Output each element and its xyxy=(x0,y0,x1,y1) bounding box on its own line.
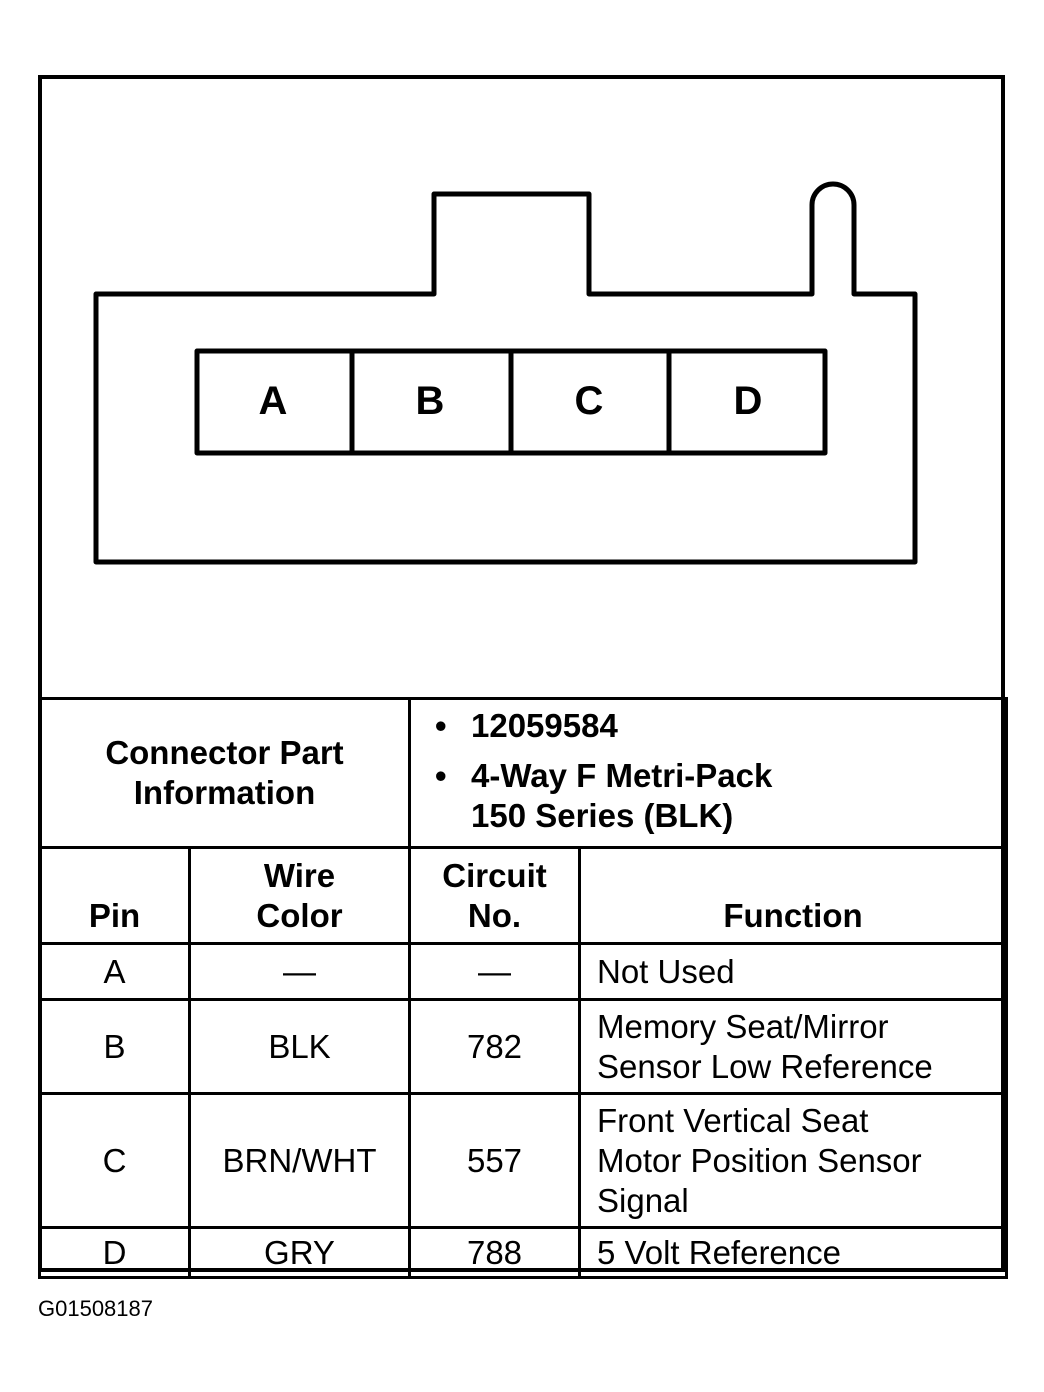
function-line: Front Vertical Seat xyxy=(597,1102,869,1139)
header-wire-color-line: Color xyxy=(256,897,343,934)
part-info-details xyxy=(410,699,1007,848)
circuit-cell: 557 xyxy=(410,1094,580,1228)
pin-cell: D xyxy=(40,1228,190,1278)
header-function-label: Function xyxy=(723,897,863,934)
part-number: 12059584 xyxy=(471,707,618,744)
figure-id: G01508187 xyxy=(38,1296,153,1321)
cavity-label-b: B xyxy=(415,379,445,423)
function-cell xyxy=(580,1094,1007,1228)
function-line: Memory Seat/Mirror xyxy=(597,1008,889,1045)
header-wire-color-line: Wire xyxy=(263,857,336,894)
header-circuit xyxy=(410,848,580,944)
column-header-row xyxy=(40,848,1007,944)
header-pin-label: Pin xyxy=(88,897,141,934)
function-cell xyxy=(580,1000,1007,1094)
cavity-label-d: D xyxy=(733,379,763,423)
cavity-label-c: C xyxy=(574,379,604,423)
part-info-label-line: Connector Part xyxy=(105,734,344,771)
connector-info-table xyxy=(38,697,1008,1279)
header-pin xyxy=(40,848,190,944)
connector-body xyxy=(96,184,915,562)
wire-color-cell: GRY xyxy=(190,1228,410,1278)
function-cell xyxy=(580,944,1007,1000)
circuit-cell: — xyxy=(410,944,580,1000)
function-line: 5 Volt Reference xyxy=(597,1233,841,1271)
function-line: Sensor Low Reference xyxy=(597,1048,933,1085)
table-row xyxy=(40,944,1007,1000)
part-number-item xyxy=(435,706,1005,746)
circuit-cell: 788 xyxy=(410,1228,580,1278)
table-row xyxy=(40,1228,1007,1278)
cavity-label-a: A xyxy=(258,379,288,423)
part-info-label xyxy=(40,699,410,848)
part-info-row xyxy=(40,699,1007,848)
wire-color-cell: — xyxy=(190,944,410,1000)
circuit-cell: 782 xyxy=(410,1000,580,1094)
table-row xyxy=(40,1000,1007,1094)
wire-color-cell: BRN/WHT xyxy=(190,1094,410,1228)
function-cell xyxy=(580,1228,1007,1278)
header-wire-color xyxy=(190,848,410,944)
pin-cell: A xyxy=(40,944,190,1000)
header-function xyxy=(580,848,1007,944)
part-info-label-line: Information xyxy=(133,774,316,811)
function-line: Not Used xyxy=(597,952,735,990)
header-circuit-line: No. xyxy=(467,897,522,934)
wire-color-cell: BLK xyxy=(190,1000,410,1094)
bullet: • xyxy=(435,707,447,744)
pin-cell: B xyxy=(40,1000,190,1094)
pin-cell: C xyxy=(40,1094,190,1228)
function-line: Signal xyxy=(597,1182,689,1219)
function-line: Motor Position Sensor xyxy=(597,1142,922,1179)
bullet: • xyxy=(435,757,447,794)
header-circuit-line: Circuit xyxy=(442,857,547,894)
table-row xyxy=(40,1094,1007,1228)
description-line: 4-Way F Metri-Pack xyxy=(471,757,773,794)
description-line: 150 Series (BLK) xyxy=(471,797,734,834)
description-item xyxy=(435,756,1005,836)
